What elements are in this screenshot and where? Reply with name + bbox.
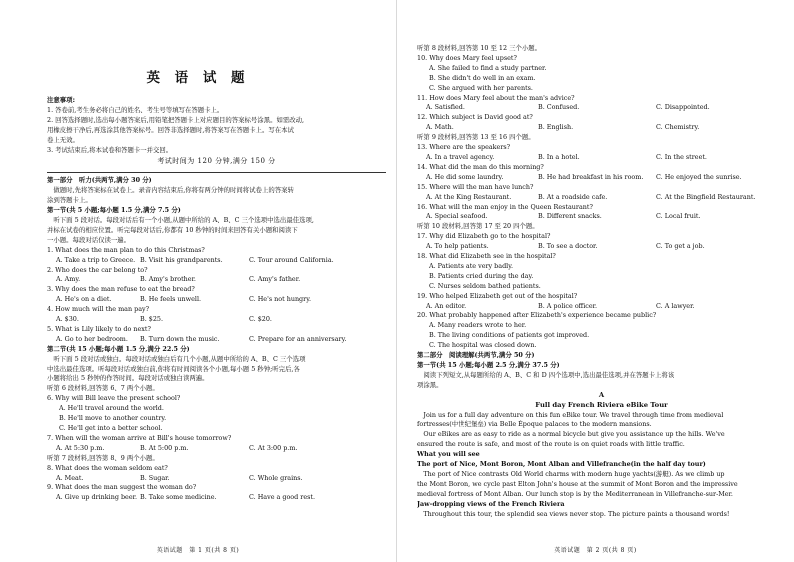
question-4-options [47, 315, 386, 325]
material-9-instruction: 听第 9 段材料,回答第 13 至 16 四个题。 [417, 133, 535, 142]
option-a: A. Take a trip to Greece. [56, 255, 136, 264]
question-7-options [47, 444, 386, 454]
option-c: C. Tour around California. [249, 255, 334, 264]
question-2: 2. Who does the car belong to? [47, 265, 148, 274]
question-11: 11. How does Mary feel about the man's advice? [417, 93, 575, 102]
option-a: A. Amy. [56, 275, 81, 284]
question-19-options [417, 302, 786, 312]
option-a: A. Meat. [56, 473, 84, 482]
option-a: A. He'll travel around the world. [59, 404, 164, 413]
question-8: 8. What does the woman seldom eat? [47, 463, 168, 472]
option-a: A. At the King Restaurant. [426, 192, 512, 201]
part1-intro: 涂到答题卡上。 [47, 196, 92, 205]
question-16-options [417, 212, 786, 222]
question-5: 5. What is Lily likely to do next? [47, 324, 151, 333]
option-a: A. She failed to find a study partner. [429, 63, 547, 72]
port-of-nice-heading: The port of Nice, Mont Boron, Mont Alban and Villefranche(in the half day tour) [417, 460, 706, 469]
passage-paragraph: Our eBikes are as easy to ride as a normal bicycle but give you assistance up the hills. We've [417, 430, 725, 439]
question-12-options [417, 123, 786, 133]
question-10: 10. Why does Mary feel upset? [417, 53, 517, 62]
option-c: C. A lawyer. [656, 301, 695, 310]
option-a: A. Go to her bedroom. [56, 334, 128, 343]
passage-title: Full day French Riviera eBike Tour [535, 400, 668, 409]
option-c: C. Disappointed. [656, 103, 710, 112]
part2-heading: 第二部分 阅读理解(共两节,满分 50 分) [417, 351, 535, 360]
section2-intro: 中选出最佳选项。听每段对话或独白前,你将有时间阅读各个小题,每小题 5 秒钟;听完后,各 [47, 364, 300, 373]
option-a: A. $30. [56, 315, 79, 324]
option-b: B. He had breakfast in his room. [538, 172, 644, 181]
passage-paragraph: medieval fortress of Mont Alban. Our lunch stop is by the Mediterranean in Villefranche-sur-Mer. [417, 489, 733, 498]
option-c: C. Amy's father. [249, 275, 301, 284]
question-14-options [417, 173, 786, 183]
option-b: B. He feels unwell. [140, 295, 202, 304]
question-3-options [47, 295, 386, 305]
option-a: A. Special seafood. [426, 212, 488, 221]
part2-section1-heading: 第一节(共 15 小题;每小题 2.5 分,满分 37.5 分) [417, 361, 560, 369]
section1-intro: 一小题。每段对话仅读一遍。 [47, 235, 131, 244]
page-footer: 英语试题 第 1 页(共 8 页) [156, 547, 240, 554]
option-a: A. He's on a diet. [56, 295, 112, 304]
option-b: B. Sugar. [140, 473, 170, 482]
section2-intro: 小题将给出 5 秒钟的作答时间。每段对话或独白读两遍。 [47, 374, 209, 383]
passage-letter: A [598, 390, 605, 399]
exam-page-1 [0, 0, 396, 562]
question-15-options [417, 193, 786, 203]
option-b: B. At 5:00 p.m. [140, 443, 189, 452]
question-13: 13. Where are the speakers? [417, 143, 511, 152]
section1-intro: 并标在试卷的相应位置。听完每段对话后,你都有 10 秒钟的时间来回答有关小题和阅读下 [47, 225, 298, 234]
option-b: B. To see a doctor. [538, 242, 598, 251]
question-16: 16. What will the man enjoy in the Queen Restaurant? [417, 202, 593, 211]
question-14: 14. What did the man do this morning? [417, 162, 544, 171]
passage-paragraph: The port of Nice contrasts Old World charms with modern huge yachts(游艇). As we climb up [417, 469, 725, 478]
part2-section1-intro: 阅读下列短文,从每题所给的 A、B、C 和 D 四个选项中,选出最佳选项,并在答题卡上将该 [417, 370, 675, 379]
option-c: C. He enjoyed the sunrise. [656, 172, 742, 181]
question-1: 1. What does the man plan to do this Christmas? [47, 245, 205, 254]
note-line: 3. 考试结束后,将本试卷和答题卡一并交回。 [47, 145, 173, 154]
option-b: B. The living conditions of patients got improved. [429, 331, 590, 340]
part1-heading: 第一部分 听力(共两节,满分 30 分) [47, 176, 152, 185]
question-1-options [47, 256, 386, 266]
exam-time-line: 考试时间为 120 分钟,满分 150 分 [157, 157, 276, 166]
option-a: A. Many readers wrote to her. [429, 321, 527, 330]
option-b: B. He'll move to another country. [59, 414, 167, 423]
question-17-options [417, 242, 786, 252]
option-c: C. Nurses seldom bathed patients. [429, 281, 541, 290]
material-7-instruction: 听第 7 段材料,回答第 8、9 两个小题。 [47, 453, 159, 462]
section2-intro: 听下面 5 段对话或独白。每段对话或独白后有几个小题,从题中所给的 A、B、C 三个选项 [47, 354, 306, 363]
jaw-dropping-views-heading: Jaw-dropping views of the French Riviera [417, 499, 565, 508]
note-line: 1. 答卷前,考生务必将自己的姓名、考生号等填写在答题卡上。 [47, 105, 224, 114]
option-b: B. Confused. [538, 103, 580, 112]
option-c: C. The hospital was closed down. [429, 341, 537, 350]
option-b: B. She didn't do well in an exam. [429, 73, 536, 82]
option-b: B. $25. [140, 315, 163, 324]
option-b: B. English. [538, 123, 574, 132]
question-20: 20. What probably happened after Elizabeth's experience became public? [417, 311, 657, 320]
option-a: A. To help patients. [426, 242, 489, 251]
option-c: C. Have a good rest. [249, 493, 315, 502]
option-a: A. He did some laundry. [426, 172, 504, 181]
option-c: C. Local fruit. [656, 212, 701, 221]
option-c: C. In the street. [656, 152, 707, 161]
note-line: 卷上无效。 [47, 135, 79, 144]
question-6: 6. Why will Bill leave the present school? [47, 394, 181, 403]
section1-intro: 听下面 5 段对话。每段对话后有一个小题,从题中所给的 A、B、C 三个选项中选出最佳选项, [47, 215, 314, 224]
question-8-options [47, 474, 386, 484]
question-18: 18. What did Elizabeth see in the hospital? [417, 252, 556, 261]
option-a: A. Satisfied. [426, 103, 465, 112]
passage-paragraph: the Mont Boron, we cycle past Elton John's house at the summit of Mont Boron and the impressive [417, 479, 738, 488]
option-c: C. He's not hungry. [249, 295, 311, 304]
option-b: B. Take some medicine. [140, 493, 217, 502]
notes-block [47, 96, 386, 503]
question-9-options [47, 493, 386, 503]
question-13-options [417, 153, 786, 163]
section1-heading: 第一节(共 5 小题;每小题 1.5 分,满分 7.5 分) [47, 206, 181, 215]
option-b: B. Different snacks. [538, 212, 602, 221]
what-you-will-see-heading: What you will see [417, 450, 480, 459]
question-17: 17. Why did Elizabeth go to the hospital? [417, 232, 551, 241]
option-c: C. At the Bingfield Restaurant. [656, 192, 756, 201]
notes-heading: 注意事项: [47, 96, 76, 104]
option-a: A. Give up drinking beer. [56, 493, 137, 502]
option-b: B. Turn down the music. [140, 334, 220, 343]
material-6-instruction: 听第 6 段材料,回答第 6、7 两个小题。 [47, 384, 159, 393]
exam-title: 英 语 试 题 [146, 70, 250, 86]
question-7: 7. When will the woman arrive at Bill's house tomorrow? [47, 433, 232, 442]
divider [47, 172, 386, 173]
passage-paragraph: Join us for a full day adventure on this fun eBike tour. We travel through time from medieval [417, 410, 724, 419]
material-10-instruction: 听第 10 段材料,回答第 17 至 20 四个题。 [417, 222, 539, 231]
option-a: A. Math. [426, 123, 454, 132]
option-c: C. $20. [249, 315, 272, 324]
option-c: C. Prepare for an anniversary. [249, 334, 347, 343]
option-c: C. He'll get into a better school. [59, 424, 163, 432]
section2-heading: 第二节(共 15 小题;每小题 1.5 分,满分 22.5 分) [47, 344, 190, 353]
option-b: B. Amy's brother. [140, 275, 196, 284]
exam-page-2 [397, 0, 794, 562]
question-3: 3. Why does the man refuse to eat the bread? [47, 285, 195, 294]
question-5-options [47, 335, 386, 345]
option-c: C. To get a job. [656, 242, 705, 251]
right-column [417, 44, 786, 520]
option-b: B. Visit his grandparents. [140, 255, 223, 264]
question-9: 9. What does the man suggest the woman do? [47, 483, 197, 492]
option-c: C. Chemistry. [656, 123, 700, 132]
question-11-options [417, 103, 786, 113]
option-b: B. At a roadside cafe. [538, 192, 608, 201]
question-2-options [47, 275, 386, 285]
material-8-instruction: 听第 8 段材料,回答第 10 至 12 三个小题。 [417, 44, 542, 52]
page-footer: 英语试题 第 2 页(共 8 页) [554, 547, 637, 554]
part2-section1-intro: 项涂黑。 [417, 380, 443, 389]
option-c: C. She argued with her parents. [429, 83, 533, 92]
option-c: C. Whole grains. [249, 473, 303, 482]
note-line: 用橡皮擦干净后,再选涂其他答案标号。回答非选择题时,将答案写在答题卡上。写在本试 [47, 125, 294, 134]
option-a: A. At 5:30 p.m. [56, 443, 105, 452]
option-b: B. In a hotel. [538, 152, 580, 161]
question-12: 12. Which subject is David good at? [417, 113, 533, 122]
part1-intro: 做题时,先将答案标在试卷上。录音内容结束后,你将有两分钟的时间将试卷上的答案转 [47, 186, 294, 195]
option-b: B. A police officer. [538, 301, 598, 310]
option-c: C. At 3:00 p.m. [249, 443, 298, 452]
option-a: A. An editor. [426, 301, 467, 310]
passage-paragraph: ensured the route is safe, and most of the route is on quiet roads with little traffic. [417, 440, 685, 449]
option-a: A. Patients ate very badly. [429, 261, 513, 270]
option-a: A. In a travel agency. [426, 152, 495, 161]
passage-paragraph: Throughout this tour, the splendid sea views never stop. The picture paints a thousand words! [417, 509, 730, 518]
option-b: B. Patients cried during the day. [429, 271, 534, 280]
question-15: 15. Where will the man have lunch? [417, 182, 534, 191]
note-line: 2. 回答选择题时,选出每小题答案后,用铅笔把答题卡上对应题目的答案标号涂黑。如需改动, [47, 115, 305, 124]
question-19: 19. Who helped Elizabeth get out of the hospital? [417, 291, 578, 300]
question-4: 4. How much will the man pay? [47, 305, 150, 314]
passage-paragraph: fortresses(中世纪堡垒) via Belle Époque palaces to the modern mansions. [417, 420, 652, 429]
